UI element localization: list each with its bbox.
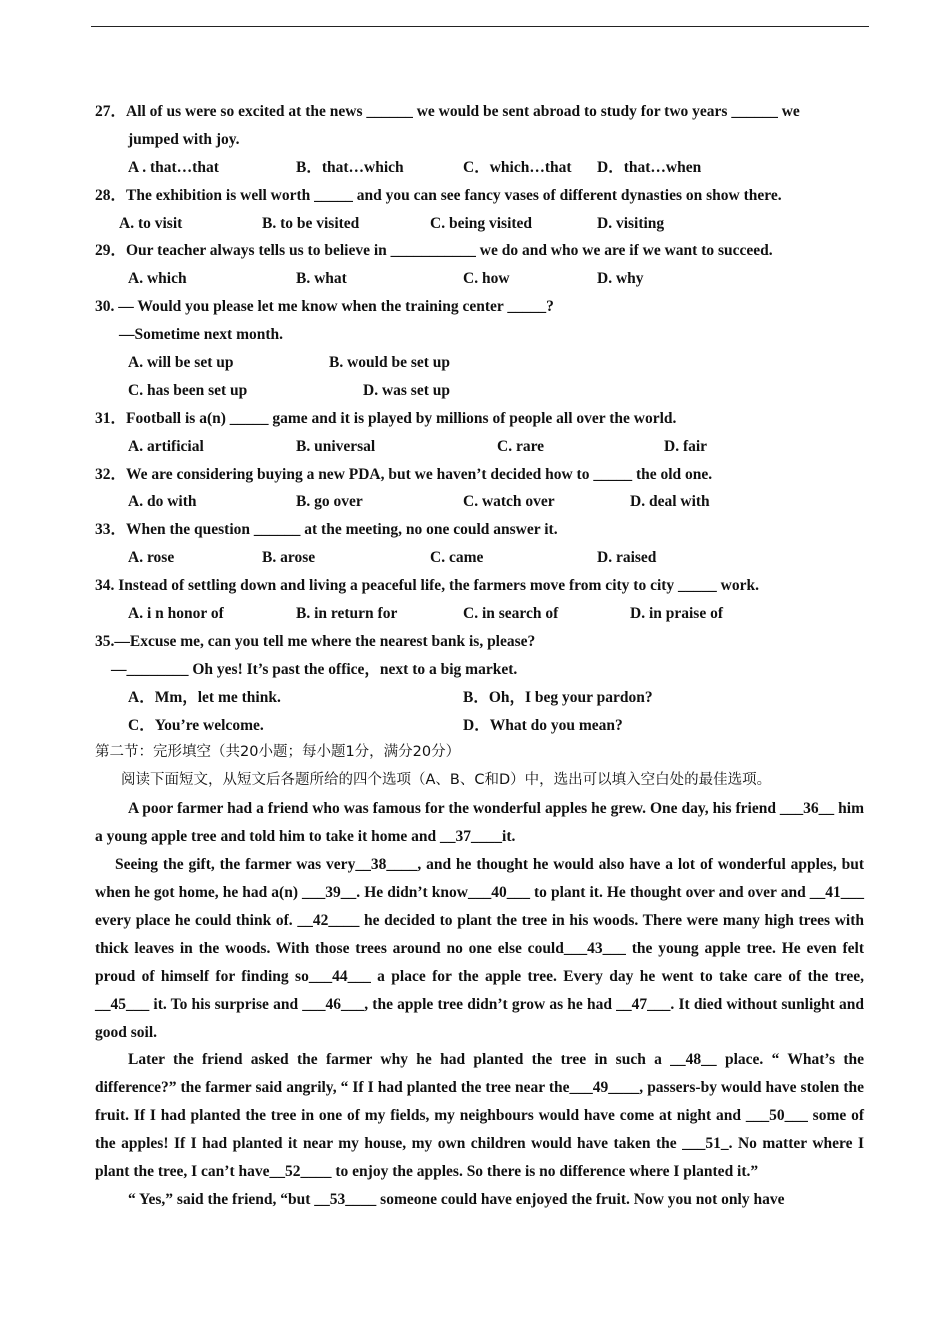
question-35-stem: 35.—Excuse me, can you tell me where the nearest bank is, please? [95, 632, 536, 650]
question-35-options-row1 [95, 684, 864, 712]
option-d: D．that…when [597, 158, 702, 176]
header-rule [91, 26, 869, 27]
question-27-options [95, 154, 864, 182]
option-a: A . that…that [128, 158, 219, 176]
option-d: D. was set up [363, 381, 450, 399]
option-a: A. to visit [119, 214, 183, 232]
passage-paragraph-4: “ Yes,” said the friend, “but __53____ someone could have enjoyed the fruit. Now you not only have [128, 1190, 785, 1208]
option-d: D. deal with [630, 493, 710, 511]
option-b: B. go over [296, 493, 363, 511]
option-a: A. i n honor of [128, 605, 224, 623]
option-c: C. being visited [430, 214, 533, 232]
option-c: C. how [463, 270, 510, 288]
option-d: D. why [597, 270, 644, 288]
question-27-stem-cont: jumped with joy. [128, 130, 240, 148]
option-a: A. do with [128, 493, 197, 511]
option-c: C. rare [497, 437, 545, 455]
page-content [95, 98, 864, 1214]
question-30-options-row2 [95, 377, 864, 405]
option-b: B．Oh，I beg your pardon? [463, 688, 653, 706]
question-33-options [95, 544, 864, 572]
question-35-options-row2 [95, 712, 864, 740]
option-a: A. which [128, 270, 187, 288]
option-d: D. fair [664, 437, 708, 455]
option-c: C. came [430, 549, 484, 567]
option-b: B．that…which [296, 158, 404, 176]
passage-paragraph-1: A poor farmer had a friend who was famous for the wonderful apples he grew. One day, his friend ___36__ him a young apple tree and told him to take it home and __37____it. [95, 800, 864, 846]
option-d: D. in praise of [630, 605, 723, 623]
question-32-options [95, 488, 864, 516]
question-29-options [95, 265, 864, 293]
passage-paragraph-2: Seeing the gift, the farmer was very__38____, and he thought he would also have a lot of wonderful apples, but when he got home, he had a(n) ___39__. He didn’t know___40___ to plant it. He thought over and over and __41___ every place he could think of. __42____ he decided to plant the tree in his woods. There were many high trees with thick leaves in the woods. With those trees around no one else could___43___ the young apple tree. He even felt proud of himself for finding so___44___ a place for the apple tree. Every day he went to take care of the tree, __45___ it. To his surprise and ___46___, the apple tree didn’t grow as he had __47___. It died without sunlight and good soil. [95, 856, 864, 1041]
option-b: B. would be set up [329, 354, 451, 372]
option-a: A. will be set up [128, 354, 234, 372]
option-a: A. rose [128, 549, 175, 567]
option-c: C. in search of [463, 605, 559, 623]
question-35-reply: —________ Oh yes! It’s past the office，next to a big market. [111, 660, 518, 678]
question-30-stem: 30. — Would you please let me know when the training center _____? [95, 298, 554, 316]
question-31-options [95, 433, 864, 461]
question-34-stem: 34. Instead of settling down and living a peaceful life, the farmers move from city to city _____ work. [95, 577, 759, 595]
question-28-options [95, 210, 864, 238]
question-28-stem: 28．The exhibition is well worth _____ and you can see fancy vases of different dynasties on show there. [95, 186, 782, 204]
option-c: C. watch over [463, 493, 555, 511]
option-b: B. universal [296, 437, 376, 455]
option-d: D．What do you mean? [463, 716, 623, 734]
option-c: C. has been set up [128, 381, 248, 399]
question-30-reply: —Sometime next month. [119, 326, 284, 344]
option-b: B. arose [262, 549, 316, 567]
option-d: D. visiting [597, 214, 665, 232]
question-34-options [95, 600, 864, 628]
option-a: A. artificial [128, 437, 204, 455]
question-30-options-row1 [95, 349, 864, 377]
option-b: B. in return for [296, 605, 398, 623]
option-a: A．Mm，let me think. [128, 688, 281, 706]
option-c: C．You’re welcome. [128, 716, 264, 734]
section-instruction: 阅读下面短文，从短文后各题所给的四个选项（A、B、C和D）中，选出可以填入空白处的最佳选项。 [121, 772, 772, 789]
question-32-stem: 32．We are considering buying a new PDA, but we haven’t decided how to _____ the old one. [95, 465, 713, 483]
question-31-stem: 31．Football is a(n) _____ game and it is played by millions of people all over the world. [95, 409, 677, 427]
option-d: D. raised [597, 549, 657, 567]
question-27-stem: 27．All of us were so excited at the news ______ we would be sent abroad to study for two years ______ we [95, 103, 800, 120]
option-b: B. what [296, 270, 347, 288]
option-c: C．which…that [463, 158, 572, 176]
option-b: B. to be visited [262, 214, 360, 232]
question-33-stem: 33．When the question ______ at the meeting, no one could answer it. [95, 521, 558, 539]
question-29-stem: 29．Our teacher always tells us to believe in ___________ we do and who we are if we want to succeed. [95, 242, 773, 260]
passage-paragraph-3: Later the friend asked the farmer why he had planted the tree in such a __48__ place. “ What’s the difference?” the farmer said angrily, “ If I had planted the tree near the___49____, passers-by would have stolen the fruit. If I had planted the tree in one of my fields, my neighbours would have come at night and ___50___ some of the apples! If I had planted it near my house, my own children would have taken the ___51_. No matter where I plant the tree, I can’t have__52____ to enjoy the apples. So there is no difference where I planted it.” [95, 1051, 864, 1181]
section-heading: 第二节：完形填空（共20小题；每小题1分，满分20分） [95, 744, 461, 761]
